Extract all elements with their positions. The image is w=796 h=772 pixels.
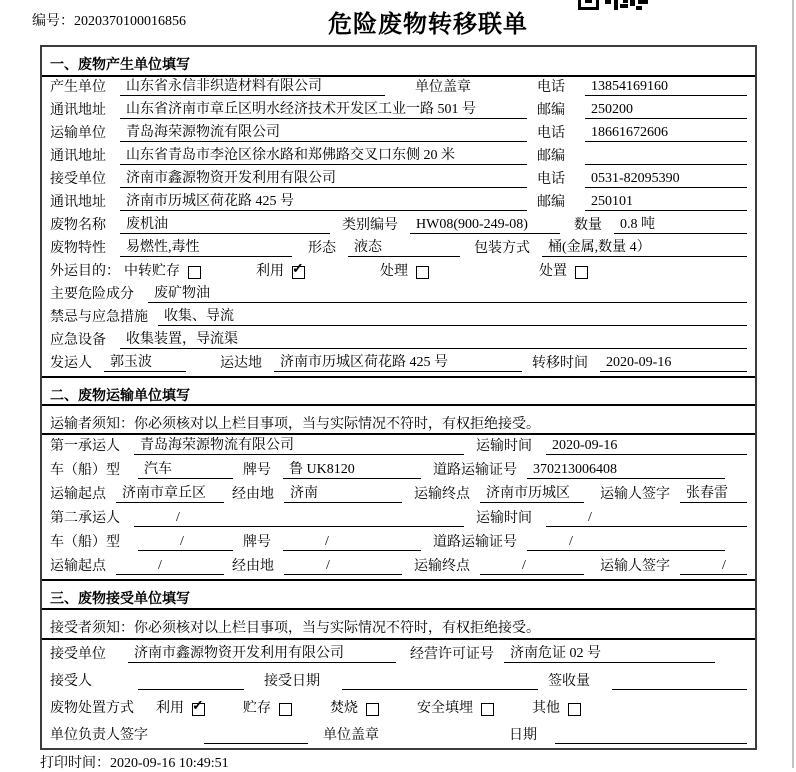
phone-value: 18661672606 — [585, 125, 747, 142]
zip-col — [537, 145, 747, 165]
destination-label: 运达地 — [220, 356, 262, 371]
category-code-value: HW08(900-249-08) — [410, 217, 560, 234]
serial-label: 编号： — [32, 14, 74, 29]
origin-value: / — [116, 558, 224, 575]
accept-unit-row — [42, 640, 755, 667]
option-label: 利用 — [256, 264, 284, 279]
carrier-value: 青岛海荣源物流有限公司 — [134, 434, 464, 455]
shipper-label: 发运人 — [50, 356, 92, 371]
end-label: 运输终点 — [414, 559, 470, 574]
phone-value: 0531-82095390 — [585, 171, 747, 188]
address-value: 济南市历城区荷花路 425 号 — [120, 190, 527, 211]
disposal-option-storage — [243, 697, 292, 717]
emergency-label: 禁忌与应急措施 — [50, 310, 148, 325]
category-code-label: 类别编号 — [342, 218, 398, 233]
zip-label: 邮编 — [537, 103, 565, 118]
transporter-value: 青岛海荣源物流有限公司 — [120, 121, 527, 142]
route-row-1 — [42, 483, 755, 507]
zip-value: 250200 — [585, 102, 747, 119]
disposal-option-landfill — [417, 697, 494, 717]
accept-person-row — [42, 667, 755, 694]
receiver-value: 济南市鑫源物资开发利用有限公司 — [120, 167, 527, 188]
carrier-label: 第一承运人 — [50, 439, 120, 454]
end-value: / — [480, 558, 584, 575]
plate-label: 牌号 — [243, 535, 271, 550]
phone-col — [537, 76, 747, 96]
transporter-notice: 运输者须知：你必须核对以上栏目事项，当与实际情况不符时，有权拒绝接受。 — [42, 406, 755, 435]
zip-label: 邮编 — [537, 149, 565, 164]
transporter-address-row — [42, 146, 755, 169]
zip-label: 邮编 — [537, 195, 565, 210]
vehicle-type-value: 汽车 — [138, 458, 233, 479]
checkbox-icon — [416, 266, 429, 279]
road-license-value: / — [527, 534, 725, 551]
purpose-option-storage — [124, 260, 201, 280]
serial-number — [32, 10, 186, 30]
carrier-sign-value: / — [680, 558, 747, 575]
via-value: / — [284, 558, 402, 575]
plate-label: 牌号 — [243, 463, 271, 478]
carrier-sign-label: 运输人签字 — [600, 487, 670, 502]
receiver-address-row — [42, 192, 755, 215]
disposal-method-row — [42, 694, 755, 721]
checkbox-checked-icon — [192, 703, 205, 716]
address-value: 山东省青岛市李沧区徐水路和郑佛路交叉口东侧 20 米 — [120, 144, 527, 165]
zip-value: 250101 — [585, 194, 747, 211]
purpose-label: 外运目的： — [50, 264, 120, 279]
accept-date-label: 接受日期 — [264, 674, 320, 689]
disposal-option-burn — [330, 697, 379, 717]
accept-person-value — [138, 673, 244, 690]
receiver-label: 接受单位 — [50, 172, 106, 187]
end-label: 运输终点 — [414, 487, 470, 502]
option-label: 处理 — [380, 264, 408, 279]
second-carrier-row — [42, 507, 755, 531]
page-title: 危险废物转移联单 — [328, 12, 528, 38]
hazard-label: 主要危险成分 — [50, 287, 134, 302]
manager-sign-label: 单位负责人签字 — [50, 728, 148, 743]
checkbox-icon — [366, 703, 379, 716]
physical-form-value: 液态 — [348, 236, 460, 257]
permit-label: 经营许可证号 — [410, 647, 494, 662]
option-label: 安全填埋 — [417, 701, 473, 716]
carrier-value: / — [134, 510, 464, 527]
quantity-label: 数量 — [574, 218, 602, 233]
sign-amount-value — [612, 673, 747, 690]
destination-value: 济南市历城区荷花路 425 号 — [274, 351, 522, 372]
purpose-option-treat — [380, 260, 429, 280]
address-value: 山东省济南市章丘区明水经济技术开发区工业一路 501 号 — [120, 98, 527, 119]
checkbox-checked-icon — [292, 266, 305, 279]
origin-label: 运输起点 — [50, 559, 106, 574]
physical-form-label: 形态 — [308, 241, 336, 256]
phone-value: 13854169160 — [585, 79, 747, 96]
route-row-2 — [42, 555, 755, 579]
date-label: 日期 — [509, 728, 537, 743]
via-value: 济南 — [284, 482, 402, 503]
manager-sign-value — [204, 727, 308, 744]
origin-value: 济南市章丘区 — [116, 482, 224, 503]
vehicle-type-label: 车（船）型 — [50, 535, 120, 550]
via-label: 经由地 — [232, 487, 274, 502]
emergency-value: 收集、导流 — [158, 305, 747, 326]
option-label: 处置 — [539, 264, 567, 279]
transfer-time-label: 转移时间 — [532, 356, 588, 371]
emergency-equipment-row — [42, 330, 755, 353]
sign-amount-label: 签收量 — [548, 674, 590, 689]
disposal-option-other — [532, 697, 581, 717]
accept-unit-value: 济南市鑫源物资开发利用有限公司 — [128, 642, 396, 663]
checkbox-icon — [279, 703, 292, 716]
zip-col — [537, 191, 747, 211]
print-time-value: 2020-09-16 10:49:51 — [110, 756, 229, 771]
phone-col — [537, 122, 747, 142]
transfer-form — [40, 45, 757, 750]
origin-label: 运输起点 — [50, 487, 106, 502]
zip-value — [585, 148, 747, 165]
hazard-component-row — [42, 284, 755, 307]
quantity-value: 0.8 吨 — [614, 213, 747, 234]
transport-time-label: 运输时间 — [476, 511, 532, 526]
producer-address-row — [42, 100, 755, 123]
transfer-time-value: 2020-09-16 — [600, 355, 747, 372]
waste-name-label: 废物名称 — [50, 218, 106, 233]
road-license-value: 370213006408 — [527, 462, 725, 479]
purpose-option-dispose — [539, 260, 588, 280]
window-right-edge — [792, 0, 794, 768]
via-label: 经由地 — [232, 559, 274, 574]
accept-date-value — [342, 673, 538, 690]
purpose-option-use — [256, 260, 305, 280]
producer-unit-row — [42, 77, 755, 100]
qr-code-fragment-icon — [578, 0, 648, 10]
vehicle-type-label: 车（船）型 — [50, 463, 120, 478]
road-license-label: 道路运输证号 — [433, 535, 517, 550]
carrier-sign-value: 张春雷 — [680, 482, 747, 503]
section2-header: 二、废物运输单位填写 — [42, 376, 755, 406]
packaging-label: 包装方式 — [474, 241, 530, 256]
unit-seal-label: 单位盖章 — [415, 80, 471, 95]
section1-header: 一、废物产生单位填写 — [42, 47, 755, 77]
transport-time-label: 运输时间 — [476, 439, 532, 454]
transport-time-value: / — [546, 510, 747, 527]
phone-col — [537, 168, 747, 188]
plate-value: / — [283, 534, 421, 551]
carrier-sign-label: 运输人签字 — [600, 559, 670, 574]
vehicle-type-row — [42, 459, 755, 483]
date-value — [555, 727, 747, 744]
receiver-unit-row — [42, 169, 755, 192]
serial-value: 2020370100016856 — [74, 14, 186, 29]
transport-purpose-row — [42, 261, 755, 284]
characteristic-label: 废物特性 — [50, 241, 106, 256]
option-label: 焚烧 — [330, 701, 358, 716]
disposal-option-use — [156, 697, 205, 717]
manager-sign-row — [42, 721, 755, 748]
checkbox-icon — [481, 703, 494, 716]
equipment-value: 收集装置，导流渠 — [120, 328, 747, 349]
checkbox-icon — [568, 703, 581, 716]
option-label: 其他 — [532, 701, 560, 716]
print-time-label: 打印时间： — [40, 756, 110, 771]
end-value: 济南市历城区 — [480, 482, 584, 503]
checkbox-icon — [575, 266, 588, 279]
unit-seal-label: 单位盖章 — [323, 728, 379, 743]
address-label: 通讯地址 — [50, 149, 106, 164]
accept-unit-label: 接受单位 — [50, 647, 106, 662]
option-label: 利用 — [156, 701, 184, 716]
waste-name-row — [42, 215, 755, 238]
disposal-label: 废物处置方式 — [50, 701, 134, 716]
option-label: 贮存 — [243, 701, 271, 716]
phone-label: 电话 — [537, 126, 565, 141]
plate-value: 鲁 UK8120 — [283, 458, 421, 479]
receiver-notice: 接受者须知：你必须核对以上栏目事项，当与实际情况不符时，有权拒绝接受。 — [42, 610, 755, 640]
vehicle-type-row-2 — [42, 531, 755, 555]
producer-unit-value: 山东省永信非织造材料有限公司 — [120, 75, 385, 96]
section3-header: 三、废物接受单位填写 — [42, 579, 755, 610]
shipper-value: 郭玉波 — [104, 351, 186, 372]
permit-value: 济南危证 02 号 — [504, 642, 715, 663]
equipment-label: 应急设备 — [50, 333, 106, 348]
phone-label: 电话 — [537, 80, 565, 95]
carrier-label: 第二承运人 — [50, 511, 120, 526]
characteristic-value: 易燃性,毒性 — [120, 236, 292, 257]
packaging-value: 桶(金属,数量 4） — [542, 236, 747, 257]
transport-time-value: 2020-09-16 — [546, 438, 747, 455]
waste-name-value: 废机油 — [120, 213, 330, 234]
checkbox-icon — [188, 266, 201, 279]
address-label: 通讯地址 — [50, 103, 106, 118]
transporter-label: 运输单位 — [50, 126, 106, 141]
emergency-measures-row — [42, 307, 755, 330]
vehicle-type-value: / — [138, 534, 233, 551]
road-license-label: 道路运输证号 — [433, 463, 517, 478]
print-time — [40, 752, 229, 772]
zip-col — [537, 99, 747, 119]
first-carrier-row — [42, 435, 755, 459]
accept-person-label: 接受人 — [50, 674, 92, 689]
hazard-value: 废矿物油 — [148, 282, 747, 303]
shipper-row — [42, 353, 755, 376]
phone-label: 电话 — [537, 172, 565, 187]
producer-unit-label: 产生单位 — [50, 80, 106, 95]
address-label: 通讯地址 — [50, 195, 106, 210]
waste-characteristic-row — [42, 238, 755, 261]
transporter-unit-row — [42, 123, 755, 146]
option-label: 中转贮存 — [124, 264, 180, 279]
